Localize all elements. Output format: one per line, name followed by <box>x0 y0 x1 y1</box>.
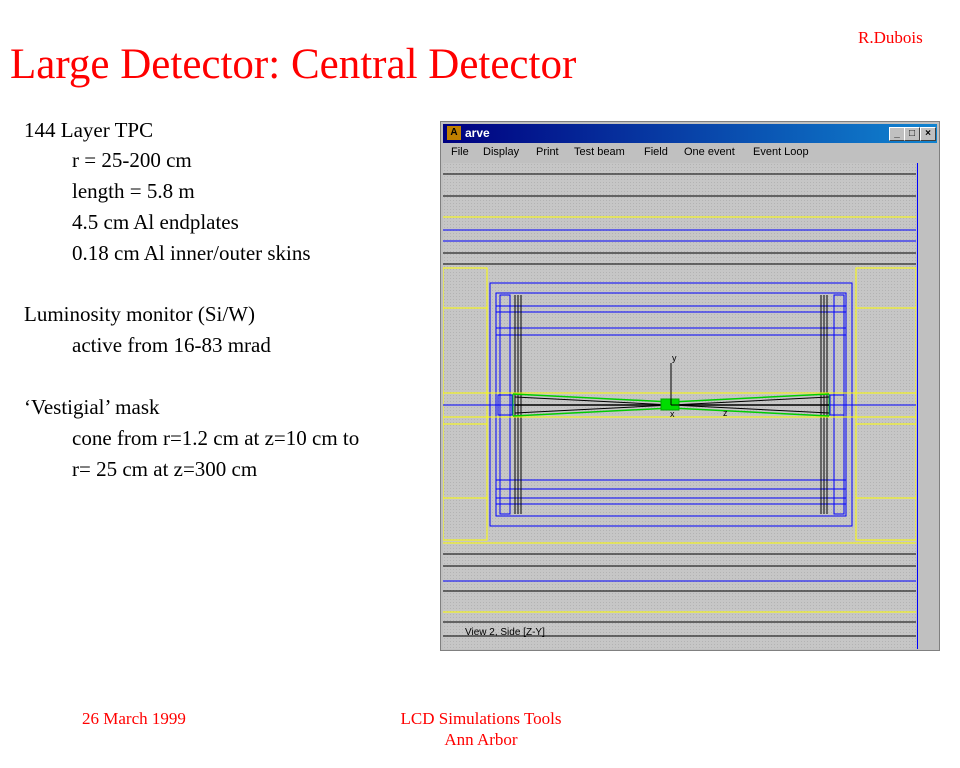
axis-y-label: y <box>672 353 677 363</box>
slide-title: Large Detector: Central Detector <box>10 41 577 88</box>
close-button[interactable]: × <box>920 127 936 141</box>
bullet-item: 0.18 cm Al inner/outer skins <box>72 241 311 265</box>
bullet-item: 4.5 cm Al endplates <box>72 210 239 234</box>
axis-z-label: z <box>723 408 728 418</box>
bullet-item: active from 16-83 mrad <box>72 333 271 357</box>
author-name: R.Dubois <box>858 28 923 47</box>
bullet-item: cone from r=1.2 cm at z=10 cm to <box>72 426 360 450</box>
menu-field[interactable]: Field <box>644 146 668 158</box>
bullet-heading-mask: ‘Vestigial’ mask <box>24 395 160 419</box>
arve-window[interactable] <box>440 121 940 651</box>
window-title: arve <box>465 126 490 140</box>
menu-file[interactable]: File <box>451 146 469 158</box>
window-titlebar[interactable] <box>443 124 937 143</box>
menu-print[interactable]: Print <box>536 146 559 158</box>
footer-event-line2: Ann Arbor <box>444 730 518 749</box>
detector-drawing <box>443 163 916 649</box>
footer-date: 26 March 1999 <box>82 709 186 728</box>
vertical-scrollbar[interactable] <box>917 163 938 649</box>
menu-one-event[interactable]: One event <box>684 146 735 158</box>
axis-x-label: x <box>670 409 675 419</box>
detector-view-canvas[interactable] <box>443 163 916 649</box>
menu-event-loop[interactable]: Event Loop <box>753 146 809 158</box>
bullet-item: r= 25 cm at z=300 cm <box>72 457 258 481</box>
footer-event-line1: LCD Simulations Tools <box>400 709 562 728</box>
menu-bar <box>443 144 937 162</box>
view-label: View 2, Side [Z-Y] <box>465 627 545 638</box>
minimize-button[interactable]: _ <box>889 127 905 141</box>
maximize-button[interactable]: □ <box>904 127 920 141</box>
footer-event <box>391 708 571 750</box>
app-icon: A <box>447 126 461 140</box>
bullet-item: length = 5.8 m <box>72 179 195 203</box>
bullet-heading-lumi: Luminosity monitor (Si/W) <box>24 302 255 326</box>
menu-test-beam[interactable]: Test beam <box>574 146 625 158</box>
bullet-item: r = 25-200 cm <box>72 148 192 172</box>
bullet-heading-tpc: 144 Layer TPC <box>24 118 154 142</box>
menu-display[interactable]: Display <box>483 146 520 158</box>
